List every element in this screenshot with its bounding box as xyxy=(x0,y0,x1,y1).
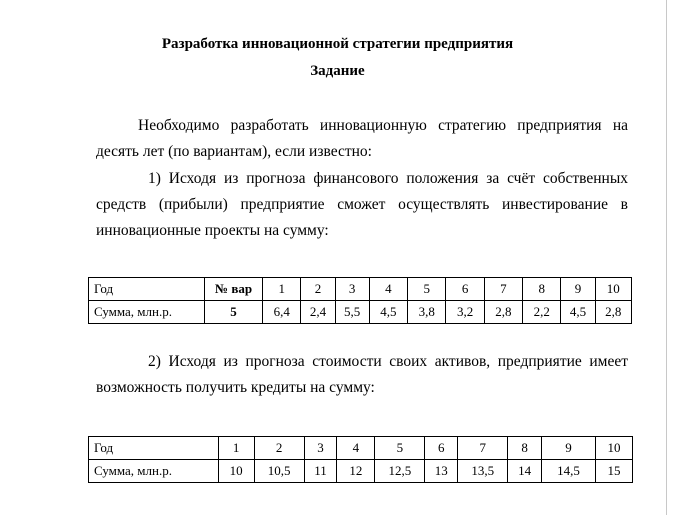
item1-line-2: средств (прибыли) предприятие сможет осуществлять инвестирование в xyxy=(96,196,628,213)
item2-paragraph xyxy=(96,349,628,401)
table-cell: 2,8 xyxy=(595,301,631,324)
table-cell: 4,5 xyxy=(369,301,407,324)
table-cell: 2 xyxy=(301,278,335,301)
table-cell: 10,5 xyxy=(254,460,304,483)
table-cell: 9 xyxy=(542,437,596,460)
item2-line-2: возможность получить кредиты на сумму: xyxy=(96,379,375,396)
table-cell: 2,4 xyxy=(301,301,335,324)
table-cell: 15 xyxy=(595,460,632,483)
table-cell: 1 xyxy=(218,437,254,460)
table-cell: 12,5 xyxy=(375,460,425,483)
table-header-row xyxy=(89,278,632,301)
table-cell: 3,2 xyxy=(446,301,484,324)
table-cell: 8 xyxy=(523,278,561,301)
table-cell: 3 xyxy=(335,278,369,301)
table-cell: 10 xyxy=(595,278,631,301)
table-cell: 8 xyxy=(508,437,542,460)
intro-line-1: Необходимо разработать инновационную стратегию предприятия на xyxy=(138,117,628,134)
intro-paragraph xyxy=(96,113,628,165)
table-cell: 13,5 xyxy=(458,460,508,483)
table-cell: 13 xyxy=(425,460,458,483)
table-cell: 6,4 xyxy=(263,301,301,324)
table-cell: № вар xyxy=(205,278,263,301)
table-cell: 5 xyxy=(408,278,446,301)
table-cell: 1 xyxy=(263,278,301,301)
table-cell: 2 xyxy=(254,437,304,460)
table-cell: Сумма, млн.р. xyxy=(89,460,219,483)
table-cell: 11 xyxy=(304,460,337,483)
item1-line-1: 1) Исходя из прогноза финансового положения за счёт собственных xyxy=(148,170,628,187)
table-cell: 10 xyxy=(218,460,254,483)
item1-line-3: инновационные проекты на сумму: xyxy=(96,222,329,239)
table-cell: 2,2 xyxy=(523,301,561,324)
table-row xyxy=(89,460,633,483)
item1-paragraph xyxy=(96,166,628,244)
table-cell: 7 xyxy=(458,437,508,460)
table-cell: 3,8 xyxy=(408,301,446,324)
table-cell: Год xyxy=(89,278,205,301)
item2-line-1: 2) Исходя из прогноза стоимости своих активов, предприятие имеет xyxy=(148,353,628,370)
table-cell: 14,5 xyxy=(542,460,596,483)
intro-line-2: десять лет (по вариантам), если известно: xyxy=(96,143,372,160)
table-cell: Год xyxy=(89,437,219,460)
table-cell: 9 xyxy=(561,278,595,301)
table-cell: 5,5 xyxy=(335,301,369,324)
table-row xyxy=(89,301,632,324)
table-cell: 4 xyxy=(337,437,375,460)
table-cell: 2,8 xyxy=(484,301,522,324)
table-cell: 14 xyxy=(508,460,542,483)
document-title: Разработка инновационной стратегии предприятия xyxy=(161,36,514,52)
table-cell: 10 xyxy=(595,437,632,460)
table-cell: 6 xyxy=(446,278,484,301)
table-cell: 6 xyxy=(425,437,458,460)
table-own-funds xyxy=(88,277,632,324)
table-credits xyxy=(88,436,633,483)
table-cell: 7 xyxy=(484,278,522,301)
table-cell: 5 xyxy=(205,301,263,324)
table-cell: 5 xyxy=(375,437,425,460)
table-cell: Сумма, млн.р. xyxy=(89,301,205,324)
document-subtitle: Задание xyxy=(310,63,365,79)
table-cell: 3 xyxy=(304,437,337,460)
table-cell: 4,5 xyxy=(561,301,595,324)
table-cell: 4 xyxy=(369,278,407,301)
table-cell: 12 xyxy=(337,460,375,483)
table-header-row xyxy=(89,437,633,460)
